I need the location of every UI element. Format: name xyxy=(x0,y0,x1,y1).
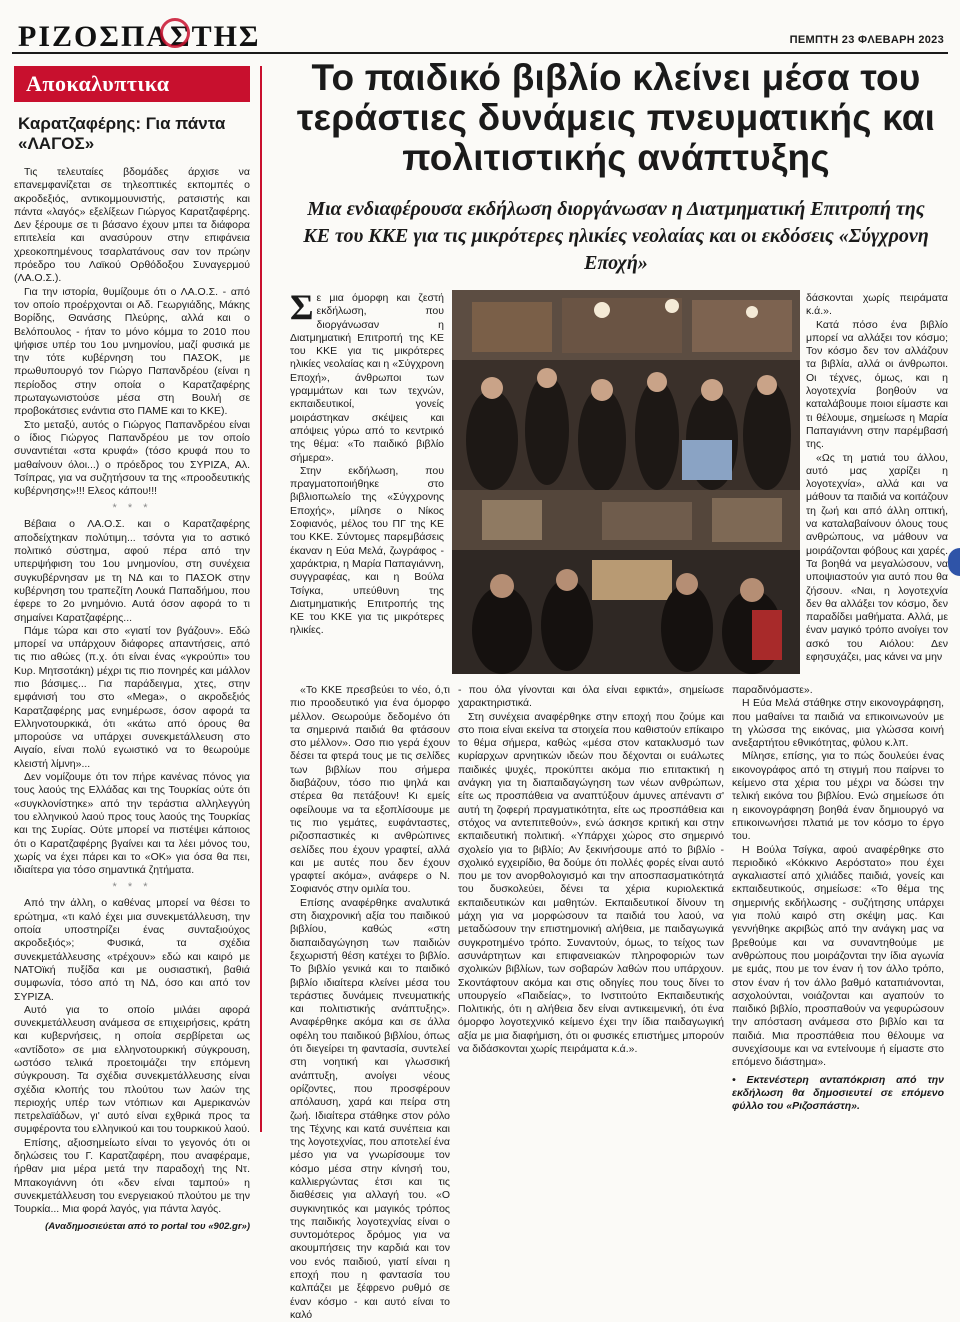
paragraph: Αυτό για το οποίο μιλάει αφορά συνεκμετάλλευση ανάμεσα σε επιχειρήσεις, κράτη και κυβερνήσεις, η οποία σερβίρεται ως «αντίδοτο» σε μια ελληνοτουρκική σύγκρουση, ωστόσο τελικά προετοιμάζει την επόμενη σύγκρουση. Τα σχέδια συνεκμετάλλευσης είναι σχέδια κλοπής του πλούτου των λαών της περιοχής υπέρ των ντόπιων και Αμερικανών πετρελαϊάδων, γι' αυτό είναι εχθρικά προς τα συμφέροντα του ελληνικού και του τουρκικού λαού. xyxy=(14,1003,250,1136)
article-headline: Το παιδικό βιβλίο κλείνει μέσα του τεράστιες δυνάμεις πνευματικής και πολιτιστικής ανάπτυξης xyxy=(296,57,936,178)
paragraph: Στη συνέχεια αναφέρθηκε στην εποχή που ζούμε και στο ποια είναι εκείνα τα στοιχεία που καθιστούν επίκαιρο το θέμα σήμερα, καθώς «μέσα στον κατακλυσμό των κυρίαρχων αρνητικών ιδεών που δέχονται οι ευάλωτες παιδικές ψυχές, προκύπτει ακόμα πιο επιτακτική η ανάγκη για τη διαπαιδαγώγηση των νέων ανθρώπων, είτε ως προσπάθεια να αναπτύξουν άμυνες απέναντι σ' αυτή τη ζοφερή πραγματικότητα, είτε ως προσπάθεια και στόχος να αντεπιτεθούν», ενώ άσκησε κριτική και στην εκπαιδευτική πολιτική. «Υπάρχει χώρος στο σημερινό σχολείο για το βιβλίο; Αν ξεκινήσουμε από το βιβλίο - σχολικό εγχειρίδιο, θα δούμε ότι πολλές φορές είναι αυτό που με τον ανορθολογισμό και την αποσπασματικότητά του δυσκολεύει, δένει τα χέρια κυριολεκτικά εκπαιδευτικών και μαθητών. Εκπαιδευτικοί δίνουν τη μάχη για να μορφώσουν τα παιδιά του λαού, να μεταδώσουν την επιστημονική αλήθεια, με παιδαγωγικά συγκροτημένο τρόπο. Συναντούν, όμως, το τείχος των ασυνάρτητων και επιφανειακών πληροφοριών των σχολικών βιβλίων, των σοβαρών λαθών που υπάρχουν. Σκοντάφτουν ακόμα και στις οδηγίες που τους δίνει το υπουργείο «Παιδείας», το Ινστιτούτο Εκπαιδευτικής Πολιτικής, ότι η αλήθεια δεν είναι αντικειμενική, ότι ένα όμορφο λογοτεχνικό κείμενο έχει την ίδια παιδαγωγική αξία με μια διαφήμιση, ότι οι φυσικές επιστήμες μπορούν να διδάσκονται χωρίς πειράματα κ.ά.». xyxy=(458,710,724,1056)
paragraph: Δεν νομίζουμε ότι τον πήρε κανένας πόνος για τους λαούς της Ελλάδας και της Τουρκίας ούτε ότι «συγκλονίστηκε» από την τεράστια αλληλεγγύη του ελληνικού λαού προς τους λαούς της Τουρκίας και της Συρίας. Ούτε μπορεί να πιστέψει κάποιος ότι ο Καρατζαφέρης βγαίνει και τα λέει μόνος του, χωρίς να έχει πάρει και το «ΟΚ» για όσα θα πει, ιδιαίτερα για τόσο σημαντικά ζητήματα. xyxy=(14,771,250,877)
left-column xyxy=(14,66,262,1232)
paragraph: Στο μεταξύ, αυτός ο Γιώργος Παπανδρέου είναι ο ίδιος Γιώργος Παπανδρέου με τον οποίο συναντιέται «στα κρυφά» (τόσο κρυφά που το μαθαίνουν όλοι...) ο πρόεδρος του ΣΥΡΙΖΑ, Αλ. Τσίπρας, για να συζητήσουν τα της «προοδευτικής κυβέρνησης»!!! Ελεος κάπου!!! xyxy=(14,418,250,498)
paragraph: Κατά πόσο ένα βιβλίο μπορεί να αλλάξει τον κόσμο; Τον κόσμο δεν τον αλλάζουν τα βιβλία, αλλά οι άνθρωποι. Οι τέχνες, όμως, και η λογοτεχνία βοηθούν να καταλάβουμε ποιοι είμαστε και τι θέλουμε, σημείωσε η Μαρία Παπαγιάννη στην παρέμβασή της. xyxy=(806,318,948,451)
article-column-4 xyxy=(732,684,944,1128)
paragraph: - που όλα γίνονται και όλα είναι εφικτά», σημείωσε χαρακτηριστικά. xyxy=(458,684,724,710)
paragraph: Βέβαια ο ΛΑ.Ο.Σ. και ο Καρατζαφέρης αποδείχτηκαν πολύτιμη... τσόντα για το αστικό πολιτικό σύστημα, αφού πέρα από την υπερψήφιση του 1ου μνημονίου, στη συνέχεια συγκυβέρνησαν με τη ΝΔ και το ΠΑΣΟΚ στην κυβέρνηση του τραπεζίτη Λουκά Παπαδήμου, που έφερε το 2ο μνημόνιο. Αυτά όσον αφορά το τι σημαίνει Καρατζαφέρης... xyxy=(14,518,250,624)
paragraph: Πάμε τώρα και στο «γιατί τον βγάζουν». Εδώ μπορεί να υπάρχουν διάφορες απαντήσεις, από τις πιο αθώες (π.χ. ότι είναι ένας «γκρούπι» του Κυρ. Μητσοτάκη) μέχρι τις πιο πονηρές και μάλλον πιο βάσιμες... Για παράδειγμα, χτες, στην εμφάνισή του στο «Mega», ο ακροδεξιός Καρατζαφέρης μας ενημέρωσε, όσον αφορά τα Ελληνοτουρκικά, ότι «κάτω από όρους θα μπορούσε να υπάρχει συνεκμετάλλευση στο Αιγαίο, είναι πολύ εγωιστικό να το θεωρούμε κλειστή λίμνη»... xyxy=(14,624,250,770)
paragraph: «Το ΚΚΕ πρεσβεύει το νέο, ό,τι πιο προοδευτικό για ένα όμορφο μέλλον. Θεωρούμε δεδομένο ότι τα σημερινά παιδιά θα φτάσουν στο μέλλον». Οσο πιο γερά έχουν δέσει τα φτερά τους με τις σελίδες των βιβλίων που σήμερα διαβάζουν, τόσο πιο ψηλά και στέρεα θα πετάξουν! Κι εμείς οφείλουμε να τα εξοπλίσουμε με τις πιο γεμάτες, ευφάνταστες, ριζοσπαστικές κι ανθρώπινες σελίδες που έχουν γραφτεί, αλλά και με αυτές που δεν έχουν γραφτεί ακόμα», ανάφερε ο Ν. Σοφιανός στην ομιλία του. xyxy=(290,684,450,896)
article-column-2 xyxy=(290,684,450,1321)
publication-date: ΠΕΜΠΤΗ 23 ΦΛΕΒΑΡΗ 2023 xyxy=(789,34,944,46)
follow-up-note: • Εκτενέστερη ανταπόκριση από την εκδήλωση θα δημοσιευτεί σε επόμενο φύλλο του «Ριζοσπάστη». xyxy=(732,1073,944,1113)
left-column-body xyxy=(14,166,250,1232)
source-credit: (Αναδημοσιεύεται από το portal του «902.gr») xyxy=(45,1220,250,1232)
paragraph: Για την ιστορία, θυμίζουμε ότι ο ΛΑ.Ο.Σ. - από τον οποίο προέρχονται οι Αδ. Γεωργιάδης, Μάκης Βορίδης, Θανάσης Πλεύρης, αλλά και ο Βελόπουλος - ήταν το μόνο κόμμα το 2010 που ψήφισε υπέρ του 1ου μνημονίου, μαζί φυσικά με την τότε κυβέρνηση του ΠΑΣΟΚ, με πρωθυπουργό τον Γιώργο Παπανδρέου (είναι η περίοδος στην οποία ο Καρατζαφέρης πρωταγωνιστούσε μέσα στη Βουλή σε προβοκάτσιες ενάντια στο ΠΑΜΕ και το ΚΚΕ). xyxy=(14,285,250,418)
paragraph: Η Εύα Μελά στάθηκε στην εικονογράφηση, που μαθαίνει τα παιδιά να επικοινωνούν με τη γλώσσα της εικόνας, μια γλώσσα κοινή ανεξαρτήτου εθνικότητας, φύλου κ.λπ. xyxy=(732,697,944,750)
paragraph: Επίσης, αξιοσημείωτο είναι το γεγονός ότι οι δηλώσεις του Γ. Καρατζαφέρη, που αναφέραμε, ήρθαν μια μέρα μετά την παραδοχή της Ντ. Μπακογιάννη ότι «δεν είναι ταμπού» η συνεκμετάλλευση του ενεργειακού πλούτου με την Τουρκία... Μια φορά λαγός, για πάντα λαγός. xyxy=(14,1136,250,1216)
paragraph: Σε μια όμορφη και ζεστή εκδήλωση, που διοργάνωσαν η Διατμηματική Επιτροπή της ΚΕ του ΚΚΕ για τις μικρότερες ηλικίες νεολαίας και η «Σύγχρονη Εποχή», άνθρωποι των γραμμάτων και των τεχνών, εκπαιδευτικοί, γονείς μοιράστηκαν σκέψεις και απόψεις γύρω από το κεντρικό της θέμα: «Το παιδικό βιβλίο σήμερα». xyxy=(290,287,444,464)
paragraph: Μίλησε, επίσης, για το πώς δουλεύει ένας εικονογράφος από τη στιγμή που παίρνει το κείμενο στα χέρια του μέχρι να δώσει την τελική εικόνα του βιβλίου. Ενώ σημείωσε ότι η εικονογράφηση βοηθά έναν δημιουργό να επικοινωνήσει πλατιά με τον κόσμο το έργο του. xyxy=(732,750,944,843)
section-divider: * * * xyxy=(112,502,152,515)
speakers-photo-image xyxy=(452,490,800,674)
article-column-1 xyxy=(290,287,444,676)
paragraph: Από την άλλη, ο καθένας μπορεί να θέσει το ερώτημα, «τι καλό έχει μια συνεκμετάλλευση, την οποία υποστηρίζει ένας συνταξιούχος ακροδεξιός»; Φυσικά, τα σχέδια συνεκμετάλλευσης «τρέχουν» εδώ και καιρό με ΝΑΤΟϊκή πυξίδα και με ουσιαστική, βαθιά συμφωνία, τόσο από τη ΝΔ, όσο και από τον ΣΥΡΙΖΑ. xyxy=(14,897,250,1003)
event-audience-photo xyxy=(452,290,800,490)
paragraph: «Ως τη ματιά του άλλου, αυτό μας χαρίζει η λογοτεχνία», αλλά και να μάθουν τα παιδιά να κοιτάζουν τη ζωή και από άλλη οπτική, να καταλαβαίνουν όλους τους ανθρώπους, να μάθουν να μοιράζονται φόβους και χαρές. Τα βοηθά να μεγαλώσουν, να υποψιαστούν για αυτό που θα ζήσουν. «Ναι, η λογοτεχνία δεν θα αλλάξει τον κόσμο, δεν παραδίδει μαθήματα. Αλλά, με έναν μαγικό τρόπο ανοίγει τον ασκό του Αιόλου: Δεν εφησυχάζει, μας κάνει να μην xyxy=(806,451,948,664)
main-article-header xyxy=(284,58,948,277)
article-column-3 xyxy=(458,684,724,1128)
newspaper-logo: ΡΙΖΟΣΠΑΣΤΗΣ xyxy=(18,20,261,53)
audience-photo-image xyxy=(452,290,800,490)
paragraph: Στην εκδήλωση, που πραγματοποιήθηκε στο βιβλιοπωλείο της «Σύγχρονης Εποχής», μίλησε ο Νίκος Σοφιανός, μέλος του ΠΓ της ΚΕ του ΚΚΕ. Σύντομες παρεμβάσεις έκαναν η Εύα Μελά, ζωγράφος - χαράκτρια, η Μαρία Παπαγιάννη, συγγραφέας, και η Βούλα Τσίγκα, υπεύθυνη της Διατμηματικής Επιτροπής της ΚΕ του ΚΚΕ για τις μικρότερες ηλικίες. xyxy=(290,464,444,637)
paragraph: Τις τελευταίες βδομάδες άρχισε να επανεμφανίζεται σε τηλεοπτικές εκπομπές ο ακροδεξιός, αντικομμουνιστής, ρατσιστής και πάντα «λαγός» εξελίξεων Γιώργος Καρατζαφέρης. Δεν ξέρουμε σε τι βάσανο έχουν μπει τα διάφορα επιτελεία και ανασύρουν στην επιφάνεια χρεοκοπημένους τσαρλατάνους σαν τον πρώην πρόεδρο του Λαϊκού Ορθόδοξου Συναγερμού (ΛΑ.Ο.Σ.). xyxy=(14,166,250,285)
left-column-headline: Καρατζαφέρης: Για πάντα «ΛΑΓΟΣ» xyxy=(18,114,226,153)
section-kicker: Αποκαλυπτικα xyxy=(14,66,250,102)
logo-emblem-icon xyxy=(160,18,190,48)
event-speakers-photo xyxy=(452,490,800,674)
paragraph: δάσκονται χωρίς πειράματα κ.ά.». xyxy=(806,292,948,318)
section-divider: * * * xyxy=(112,881,152,894)
drop-cap: Σ xyxy=(290,287,314,327)
paragraph: Η Βούλα Τσίγκα, αφού αναφέρθηκε στο περιοδικό «Κόκκινο Αερόστατο» που έχει αγκαλιαστεί από χιλιάδες παιδιά, γονείς και εκπαιδευτικούς, σημείωσε: «Το θέμα της σημερινής εκδήλωσης - συζήτησης υπάρχει για πολύ καιρό στη σκέψη μας. Και γεννήθηκε ακριβώς από την ανάγκη μας να βρεθούμε και να συναντηθούμε με ανθρώπους που μοιράζονται την ίδια αγωνία με εμάς, που με τον έναν ή τον άλλο τρόπο, στον έναν ή τον άλλο βαθμό καταπιάνονται, ασχολούνται, νοιάζονται και αγαπούν το παιδικό βιβλίο, προσπαθούν να γεφυρώσουν την απόσταση ανάμεσα στο βιβλίο και τα παιδιά. Μια προσπάθεια που θέλουμε να συνεχίσουμε και να εντείνουμε ή είμαστε στο επόμενο διάστημα». xyxy=(732,843,944,1069)
article-subhead: Μια ενδιαφέρουσα εκδήλωση διοργάνωσαν η Διατμηματική Επιτροπή της ΚΕ του ΚΚΕ για τις μικρότερες ηλικίες νεολαίας και οι εκδόσεις «Σύγχρονη Εποχή» xyxy=(303,198,929,274)
paragraph: Επίσης αναφέρθηκε αναλυτικά στη διαχρονική αξία του παιδικού βιβλίου, καθώς «στη διαπαιδαγώγηση των παιδιών ξεχωριστή θέση κατέχει το βιβλίο. Το βιβλίο γενικά και το παιδικό βιβλίο ιδιαίτερα κλείνει μέσα του τεράστιες δυνάμεις πνευματικής και πολιτιστικής ανάπτυξης». Αναφέρθηκε ακόμα και σε άλλα οφέλη του παιδικού βιβλίου, όπως ότι διεγείρει τη φαντασία, συντελεί στη νοητική και γλωσσική ανάπτυξη, ανοίγει νέους ορίζοντες, που προσφέρουν απόλαυση, χαρά και πείρα στη ζωή. Ιδιαίτερα στάθηκε στον ρόλο της Τέχνης και κατά συνέπεια και της λογοτεχνίας, που αποτελεί ένα μέσο για να γνωρίσουμε τον κόσμο μέσα στην κίνησή του, καλλιεργώντας έτσι και τις διαθέσεις για αλλαγή του. «Ο συγκινητικός και μαγικός τρόπος της παιδικής λογοτεχνίας είναι ο συντομότερος δρόμος για να ακουμπήσεις την καρδιά και τον νου ενός παιδιού, γιατί είναι η εποχή που η φαντασία του καλπάζει με ξέφρενο ρυθμό σε έναν κόσμο - και αυτό είναι το καλό xyxy=(290,896,450,1321)
article-column-right-top xyxy=(806,292,948,676)
masthead xyxy=(12,10,948,54)
page-edge-tab xyxy=(948,548,960,576)
paragraph: παραδινόμαστε». xyxy=(732,684,813,696)
